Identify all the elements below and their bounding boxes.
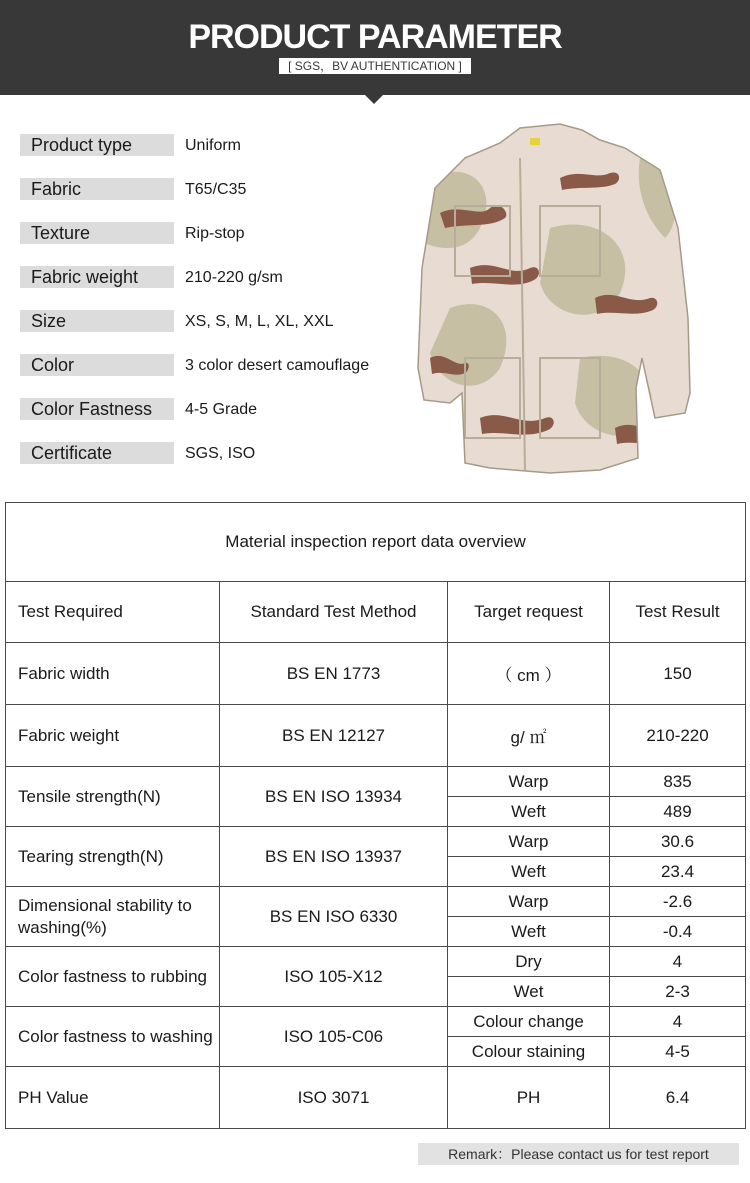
test-result: 4 bbox=[610, 947, 746, 977]
test-name: Fabric weight bbox=[6, 705, 220, 767]
table-row bbox=[6, 705, 746, 767]
test-name: Color fastness to washing bbox=[6, 1007, 220, 1067]
target-request: Colour change bbox=[448, 1007, 610, 1037]
test-method: BS EN ISO 13937 bbox=[220, 827, 448, 887]
page-title: PRODUCT PARAMETER bbox=[188, 18, 562, 56]
test-result: 150 bbox=[610, 643, 746, 705]
target-request: Weft bbox=[448, 857, 610, 887]
test-result: 210-220 bbox=[610, 705, 746, 767]
param-label: Size bbox=[20, 310, 174, 332]
test-method: BS EN ISO 13934 bbox=[220, 767, 448, 827]
target-request: Weft bbox=[448, 917, 610, 947]
test-method: ISO 105-X12 bbox=[220, 947, 448, 1007]
test-name: Dimensional stability to washing(%) bbox=[6, 887, 220, 947]
target-request: Wet bbox=[448, 977, 610, 1007]
table-row bbox=[6, 947, 746, 977]
test-result: 4 bbox=[610, 1007, 746, 1037]
page-subtitle: [ SGS，BV AUTHENTICATION ] bbox=[279, 58, 471, 74]
test-name: PH Value bbox=[6, 1067, 220, 1129]
banner-notch bbox=[365, 95, 383, 104]
test-result: -2.6 bbox=[610, 887, 746, 917]
test-name: Tensile strength(N) bbox=[6, 767, 220, 827]
test-result: 2-3 bbox=[610, 977, 746, 1007]
table-row bbox=[6, 887, 746, 917]
table-row bbox=[6, 767, 746, 797]
target-request: Warp bbox=[448, 827, 610, 857]
table-row bbox=[6, 827, 746, 857]
table-row bbox=[6, 1067, 746, 1129]
column-header: Target request bbox=[448, 582, 610, 643]
test-name: Tearing strength(N) bbox=[6, 827, 220, 887]
target-request: Colour staining bbox=[448, 1037, 610, 1067]
param-value: 3 color desert camouflage bbox=[185, 357, 370, 374]
report-header-row bbox=[6, 582, 746, 643]
column-header: Standard Test Method bbox=[220, 582, 448, 643]
param-value: 210-220 g/sm bbox=[185, 269, 283, 286]
param-value: Rip-stop bbox=[185, 225, 245, 242]
test-method: ISO 105-C06 bbox=[220, 1007, 448, 1067]
column-header: Test Required bbox=[6, 582, 220, 643]
header-banner bbox=[0, 0, 750, 95]
column-header: Test Result bbox=[610, 582, 746, 643]
report-title: Material inspection report data overview bbox=[6, 503, 746, 582]
camouflage-jacket-image bbox=[410, 118, 695, 480]
target-request: PH bbox=[448, 1067, 610, 1129]
param-label: Color bbox=[20, 354, 174, 376]
remark-note: Remark：Please contact us for test report bbox=[418, 1143, 739, 1165]
target-request: Dry bbox=[448, 947, 610, 977]
test-method: BS EN 1773 bbox=[220, 643, 448, 705]
test-result: 835 bbox=[610, 767, 746, 797]
param-label: Fabric bbox=[20, 178, 174, 200]
target-request: g/ ㎡ bbox=[448, 705, 610, 767]
test-name: Color fastness to rubbing bbox=[6, 947, 220, 1007]
test-method: BS EN 12127 bbox=[220, 705, 448, 767]
param-label: Product type bbox=[20, 134, 174, 156]
test-result: 23.4 bbox=[610, 857, 746, 887]
target-request: Warp bbox=[448, 767, 610, 797]
test-result: 489 bbox=[610, 797, 746, 827]
inspection-report-table bbox=[5, 502, 746, 1129]
param-value: T65/C35 bbox=[185, 181, 247, 198]
table-row bbox=[6, 643, 746, 705]
target-request: （ cm ） bbox=[448, 643, 610, 705]
test-result: 30.6 bbox=[610, 827, 746, 857]
target-request: Weft bbox=[448, 797, 610, 827]
test-result: 6.4 bbox=[610, 1067, 746, 1129]
param-value: Uniform bbox=[185, 137, 242, 154]
test-result: -0.4 bbox=[610, 917, 746, 947]
param-label: Color Fastness bbox=[20, 398, 174, 420]
param-value: XS, S, M, L, XL, XXL bbox=[185, 313, 334, 330]
test-method: BS EN ISO 6330 bbox=[220, 887, 448, 947]
param-label: Texture bbox=[20, 222, 174, 244]
test-name: Fabric width bbox=[6, 643, 220, 705]
param-value: 4-5 Grade bbox=[185, 401, 258, 418]
param-label: Certificate bbox=[20, 442, 174, 464]
table-row bbox=[6, 1007, 746, 1037]
param-label: Fabric weight bbox=[20, 266, 174, 288]
target-request: Warp bbox=[448, 887, 610, 917]
param-value: SGS, ISO bbox=[185, 445, 256, 462]
test-method: ISO 3071 bbox=[220, 1067, 448, 1129]
test-result: 4-5 bbox=[610, 1037, 746, 1067]
